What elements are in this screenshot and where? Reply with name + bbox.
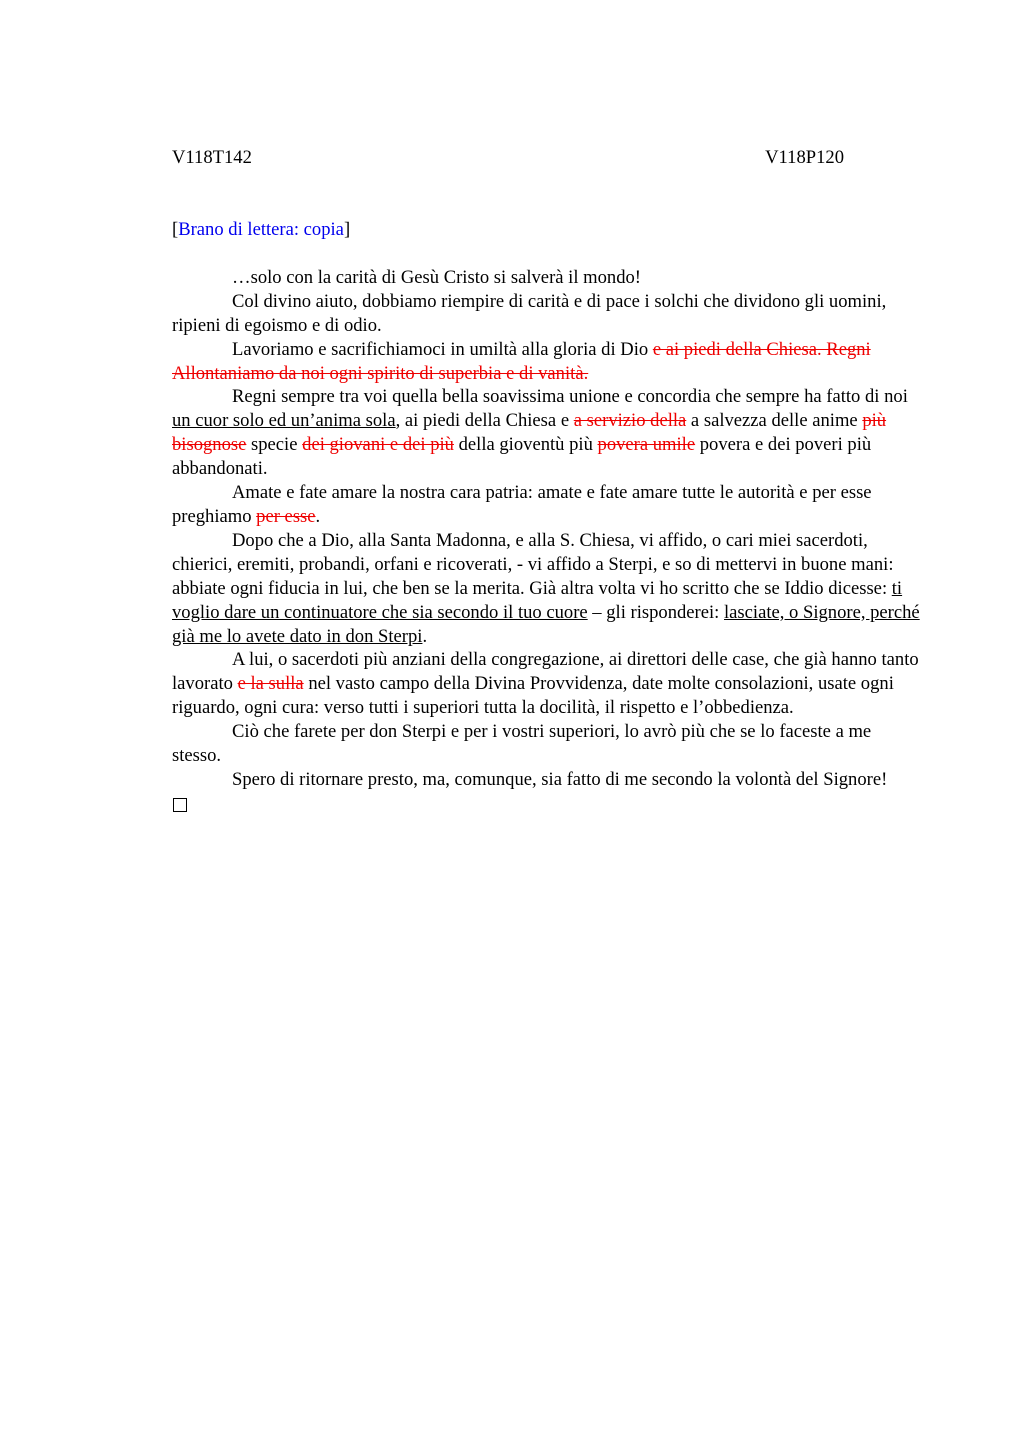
paragraph-text: . [315, 505, 321, 527]
deleted-text: per esse [256, 505, 316, 527]
paragraph-text: Col divino aiuto, dobbiamo riempire di carità e di pace i solchi che dividono gli uomini, ripieni di egoismo e di odio. [172, 290, 887, 336]
square-box-icon [173, 798, 187, 812]
paragraph-text: Lavoriamo e sacrifichiamoci in umiltà alla gloria di Dio [232, 338, 653, 360]
paragraph-text: Ciò che farete per don Sterpi e per i vostri superiori, lo avrò più che se lo faceste a me stesso. [172, 721, 872, 767]
paragraph-text: , ai piedi della Chiesa e [395, 410, 574, 432]
document-code-left: V118T142 [172, 147, 252, 168]
deleted-text: povera umile [597, 434, 696, 456]
underlined-text: lasciate, o Signore, perché già me lo avete dato in don Sterpi [172, 601, 920, 647]
paragraph-text: Spero di ritornare presto, ma, comunque, sia fatto di me secondo la volontà del Signore! [232, 768, 888, 790]
paragraph-text: Regni sempre tra voi quella bella soavissima unione e concordia che sempre ha fatto di noi [232, 386, 908, 408]
deleted-text: e la sulla [237, 673, 304, 695]
page-header [172, 146, 924, 170]
paragraph [172, 720, 924, 768]
end-marker [172, 792, 924, 819]
deleted-text: a servizio della [573, 410, 687, 432]
title-close-bracket: ] [343, 219, 351, 240]
paragraph-text: – gli risponderei: [587, 601, 724, 623]
document-page [172, 146, 924, 819]
paragraph-text: A lui, o sacerdoti più anziani della congregazione, ai direttori delle case, che già hanno tanto lavorato [172, 649, 919, 695]
paragraph-text: della gioventù più [453, 434, 598, 456]
paragraph-text: a salvezza delle anime [686, 410, 863, 432]
paragraph-text: povera e dei poveri più abbandonati. [172, 434, 872, 480]
paragraph [172, 385, 924, 481]
paragraph [172, 266, 924, 290]
paragraph [172, 768, 924, 792]
paragraph [172, 648, 924, 720]
paragraph-text: Dopo che a Dio, alla Santa Madonna, e alla S. Chiesa, vi affido, o cari miei sacerdoti, chierici, eremiti, probandi, orfani e ricoverati, - vi affido a Sterpi, e so di mettervi in buone mani: abbiate ogni fiducia in lui, che ben se la merita. Già altra volta vi ho scritto che se Iddio dicesse: [172, 529, 894, 599]
paragraph [172, 290, 924, 338]
paragraph [172, 481, 924, 529]
deleted-text: più bisognose [172, 410, 887, 456]
paragraph-text: …solo con la carità di Gesù Cristo si salverà il mondo! [232, 266, 641, 288]
deleted-text: dei giovani e dei più [302, 434, 454, 456]
document-code-right: V118P120 [765, 147, 844, 168]
letter-body [172, 266, 924, 792]
underlined-text: ti voglio dare un continuatore che sia secondo il tuo cuore [172, 577, 903, 623]
title-open-bracket: [ [172, 219, 179, 240]
paragraph [172, 338, 924, 386]
paragraph-text: specie [246, 434, 303, 456]
document-title [172, 218, 924, 242]
paragraph-text: nel vasto campo della Divina Provvidenza, date molte consolazioni, usate ogni riguardo, ogni cura: verso tutti i superiori tutta la docilità, il rispetto e l’obbedienza. [172, 673, 894, 719]
underlined-text: un cuor solo ed un’anima sola [172, 410, 396, 432]
deleted-text: e ai piedi della Chiesa. Regni Allontaniamo da noi ogni spirito di superbia e di vanità. [172, 338, 871, 384]
paragraph-text: . [422, 625, 428, 647]
title-text: Brano di lettera: copia [178, 219, 344, 240]
paragraph-text: Amate e fate amare la nostra cara patria: amate e fate amare tutte le autorità e per esse preghiamo [172, 482, 872, 527]
paragraph [172, 529, 924, 649]
